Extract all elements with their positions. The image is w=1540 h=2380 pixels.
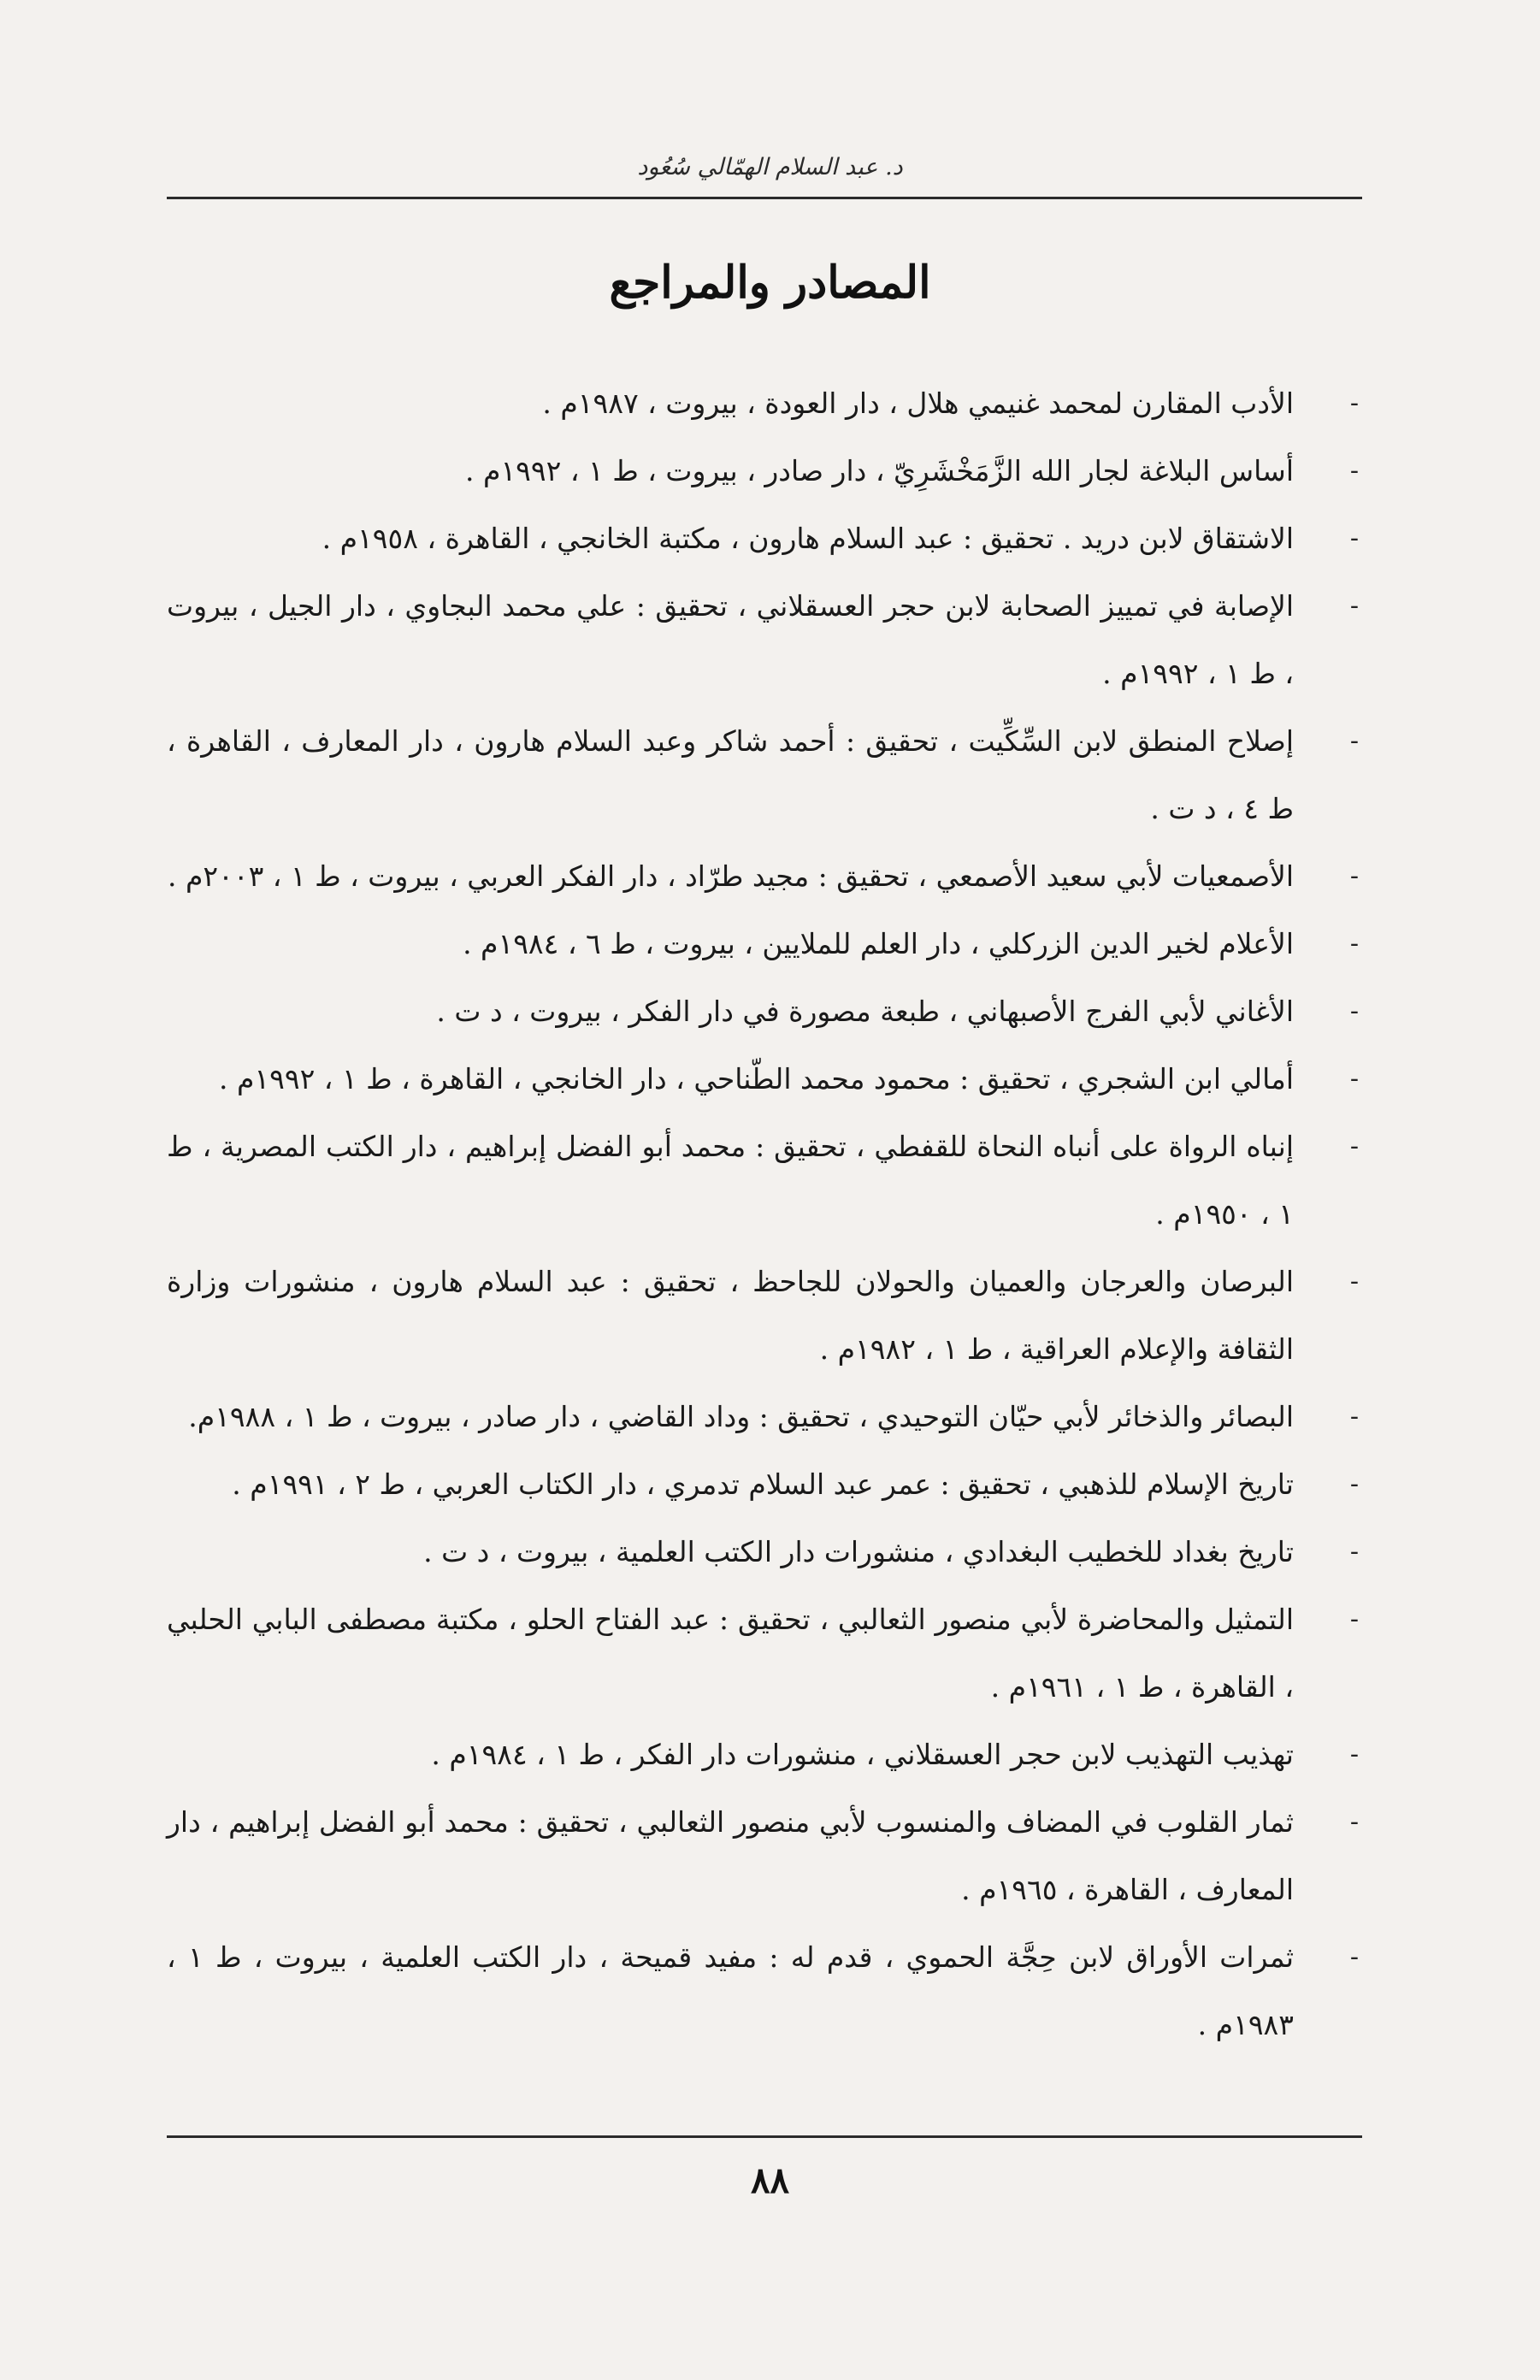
- section-title: المصادر والمراجع: [609, 257, 931, 309]
- bullet-dash: -: [1349, 1402, 1359, 1432]
- reference-text: الأدب المقارن لمحمد غنيمي هلال ، دار العودة ، بيروت ، ١٩٨٧م .: [542, 387, 1294, 420]
- bullet-dash: -: [1349, 1064, 1359, 1094]
- reference-text: إصلاح المنطق لابن السِّكِّيت ، تحقيق : أحمد شاكر وعبد السلام هارون ، دار المعارف ، القاهرة ، ط ٤ ، د ت .: [167, 724, 1294, 825]
- reference-item: [167, 1045, 1362, 1113]
- bullet-dash: -: [1349, 1267, 1359, 1296]
- bullet-dash: -: [1349, 1807, 1359, 1837]
- bullet-dash: -: [1349, 388, 1359, 418]
- reference-text: تاريخ بغداد للخطيب البغدادي ، منشورات دار الكتب العلمية ، بيروت ، د ت .: [423, 1535, 1294, 1568]
- reference-item: [167, 505, 1362, 572]
- reference-text: الإصابة في تمييز الصحابة لابن حجر العسقلاني ، تحقيق : علي محمد البجاوي ، دار الجيل ، بيروت ، ط ١ ، ١٩٩٢م .: [167, 589, 1294, 690]
- reference-item: [167, 842, 1362, 910]
- reference-item: [167, 572, 1362, 707]
- bullet-dash: -: [1349, 523, 1359, 553]
- reference-item: [167, 1923, 1362, 2058]
- running-header: د. عبد السلام الهمّالي سُعُود: [637, 154, 903, 180]
- reference-text: أساس البلاغة لجار الله الزَّمَخْشَرِيّ ، دار صادر ، بيروت ، ط ١ ، ١٩٩٢م .: [465, 454, 1294, 487]
- bullet-dash: -: [1349, 1131, 1359, 1161]
- reference-text: الأعلام لخير الدين الزركلي ، دار العلم للملايين ، بيروت ، ط ٦ ، ١٩٨٤م .: [463, 927, 1294, 960]
- reference-item: [167, 1721, 1362, 1788]
- reference-text: الأصمعيات لأبي سعيد الأصمعي ، تحقيق : مجيد طرّاد ، دار الفكر العربي ، بيروت ، ط ١ ، ٢٠٠٣م .: [167, 859, 1294, 893]
- reference-text: إنباه الرواة على أنباه النحاة للقفطي ، تحقيق : محمد أبو الفضل إبراهيم ، دار الكتب المصرية ، ط ١ ، ١٩٥٠م .: [167, 1130, 1294, 1231]
- reference-text: التمثيل والمحاضرة لأبي منصور الثعالبي ، تحقيق : عبد الفتاح الحلو ، مكتبة مصطفى البابي الحلبي ، القاهرة ، ط ١ ، ١٩٦١م .: [167, 1603, 1294, 1704]
- reference-text: أمالي ابن الشجري ، تحقيق : محمود محمد الطّناحي ، دار الخانجي ، القاهرة ، ط ١ ، ١٩٩٢م .: [218, 1062, 1294, 1096]
- reference-text: تهذيب التهذيب لابن حجر العسقلاني ، منشورات دار الفكر ، ط ١ ، ١٩٨٤م .: [431, 1738, 1294, 1771]
- reference-item: [167, 977, 1362, 1045]
- page-number: ٨٨: [750, 2159, 790, 2201]
- reference-item: [167, 369, 1362, 437]
- reference-text: الأغاني لأبي الفرج الأصبهاني ، طبعة مصورة في دار الفكر ، بيروت ، د ت .: [436, 995, 1294, 1028]
- reference-text: البرصان والعرجان والعميان والحولان للجاحظ ، تحقيق : عبد السلام هارون ، منشورات وزارة الثقافة والإعلام العراقية ، ط ١ ، ١٩٨٢م .: [167, 1265, 1294, 1366]
- reference-text: ثمرات الأوراق لابن حِجَّة الحموي ، قدم له : مفيد قميحة ، دار الكتب العلمية ، بيروت ، ط ١ ، ١٩٨٣م .: [167, 1940, 1295, 2041]
- reference-item: [167, 1450, 1362, 1518]
- references-list: [167, 369, 1362, 2058]
- reference-item: [167, 1586, 1362, 1721]
- reference-text: تاريخ الإسلام للذهبي ، تحقيق : عمر عبد السلام تدمري ، دار الكتاب العربي ، ط ٢ ، ١٩٩١م .: [232, 1468, 1294, 1501]
- bullet-dash: -: [1349, 996, 1359, 1026]
- reference-item: [167, 1788, 1362, 1923]
- bullet-dash: -: [1349, 1739, 1359, 1769]
- reference-text: البصائر والذخائر لأبي حيّان التوحيدي ، تحقيق : وداد القاضي ، دار صادر ، بيروت ، ط ١ ، ١٩٨٨م.: [188, 1400, 1294, 1433]
- reference-item: [167, 1383, 1362, 1450]
- bullet-dash: -: [1349, 861, 1359, 891]
- bullet-dash: -: [1349, 1469, 1359, 1499]
- reference-item: [167, 910, 1362, 977]
- reference-item: [167, 707, 1362, 842]
- bullet-dash: -: [1349, 1942, 1359, 1972]
- bullet-dash: -: [1349, 591, 1359, 621]
- reference-text: الاشتقاق لابن دريد . تحقيق : عبد السلام هارون ، مكتبة الخانجي ، القاهرة ، ١٩٥٨م .: [322, 522, 1294, 555]
- bullet-dash: -: [1349, 1604, 1359, 1634]
- bullet-dash: -: [1349, 1537, 1359, 1567]
- reference-item: [167, 1518, 1362, 1586]
- reference-item: [167, 1248, 1362, 1383]
- header-rule: [167, 197, 1362, 199]
- bullet-dash: -: [1349, 726, 1359, 756]
- footer-rule: [167, 2135, 1362, 2138]
- reference-item: [167, 1113, 1362, 1248]
- reference-text: ثمار القلوب في المضاف والمنسوب لأبي منصور الثعالبي ، تحقيق : محمد أبو الفضل إبراهيم ، دار المعارف ، القاهرة ، ١٩٦٥م .: [167, 1805, 1294, 1906]
- reference-item: [167, 437, 1362, 505]
- bullet-dash: -: [1349, 456, 1359, 486]
- bullet-dash: -: [1349, 929, 1359, 959]
